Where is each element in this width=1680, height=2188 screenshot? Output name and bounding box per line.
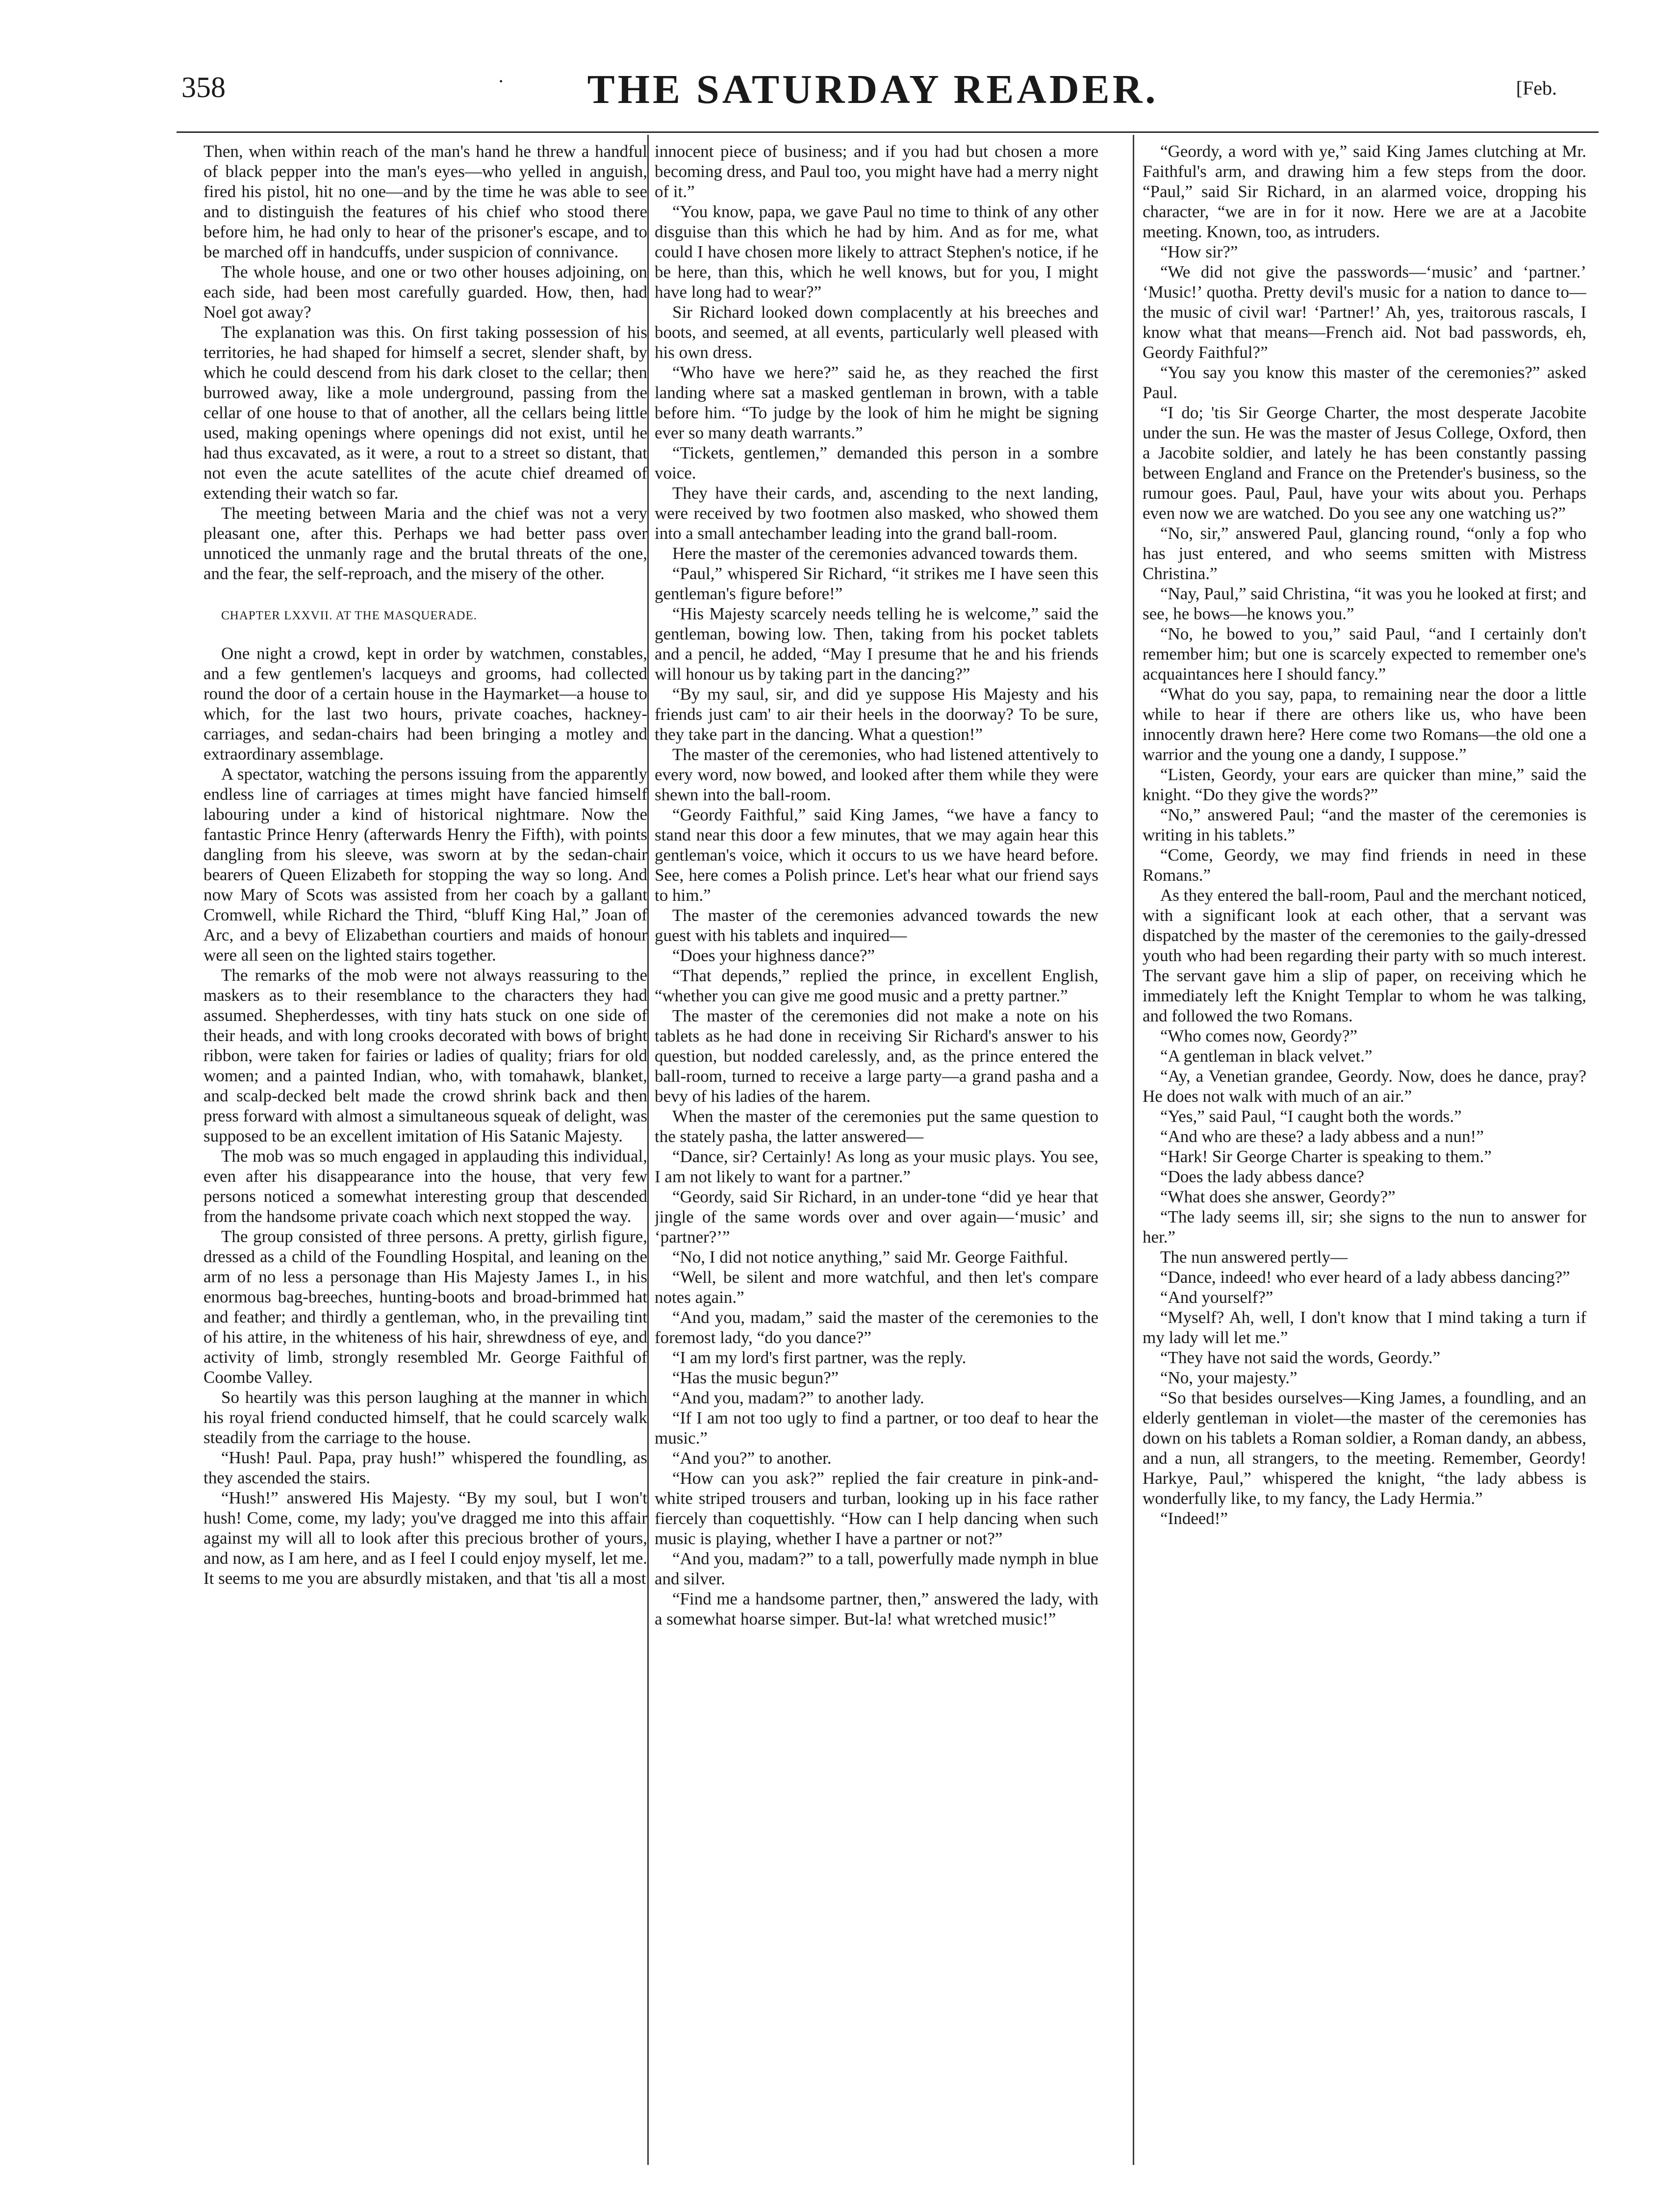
paragraph: “No, he bowed to you,” said Paul, “and I certainly don't remember him; but one is scarcely expected to remember one's acquaintances here I should fancy.” [1143,624,1586,684]
paragraph: “And who are these? a lady abbess and a nun!” [1160,1127,1484,1146]
paragraph: “No, I did not notice anything,” said Mr. George Faithful. [672,1247,1069,1267]
paragraph: The group consisted of three persons. A pretty, girlish figure, dressed as a child of the Foundling Hospital, and leaning on the arm of no less a personage than His Majesty James I., in his enormous bag-breeches, hunting-boots and broad-brimmed hat and feather; and thirdly a gentleman, who, in the prevailing tint of his attire, in the whiteness of his hair, shrewdness of eye, and activity of limb, strongly resembled Mr. George Faithful of Coombe Valley. [204,1227,647,1387]
paragraph: “Yes,” said Paul, “I caught both the words.” [1160,1107,1462,1126]
paragraph: “What does she answer, Geordy?” [1160,1187,1396,1206]
text-column-3 [1143,141,1586,2166]
chapter-heading: CHAPTER LXXVII. AT THE MASQUERADE. [221,609,477,622]
paragraph: “That depends,” replied the prince, in excellent English, “whether you can give me good music and a pretty partner.” [655,966,1098,1005]
paragraph: “Who comes now, Geordy?” [1160,1026,1358,1045]
paragraph: “And yourself?” [1160,1288,1273,1307]
paragraph: “We did not give the passwords—‘music’ and ‘partner.’ ‘Music!’ quotha. Pretty devil's music for a nation to dance to—the music of civil war! ‘Partner!’ Ah, yes, traitorous rascals, I know what that means—French aid. Not bad passwords, eh, Geordy Faithful?” [1143,262,1586,362]
page-header [177,63,1569,122]
paragraph: “How can you ask?” replied the fair creature in pink-and-white striped trousers and turban, looking up in his face rather fiercely than coquettishly. “How can I help dancing when such music is playing, whether I have a partner or not?” [655,1469,1098,1548]
paragraph: The master of the ceremonies did not make a note on his tablets as he had done in receiving Sir Richard's answer to his question, but nodded carelessly, and, as the prince entered the ball-room, turned to receive a large party—a grand pasha and a bevy of his ladies of the harem. [655,1006,1098,1106]
paragraph: “I am my lord's first partner, was the reply. [672,1348,967,1367]
paragraph: “Who have we here?” said he, as they reached the first landing where sat a masked gentleman in brown, with a table before him. “To judge by the look of him he might be signing ever so many death warrants.” [655,363,1098,442]
paragraph: “You say you know this master of the ceremonies?” asked Paul. [1143,363,1586,402]
paragraph: “Hush!” answered His Majesty. “By my soul, but I won't hush! Come, come, my lady; you've dragged me into this affair against my will all to look after this precious brother of yours, and now, as I am here, and as I feel I could enjoy myself, let me. It seems to me you are absurdly mistaken, and that 'tis all a most [204,1488,647,1588]
paragraph: “Tickets, gentlemen,” demanded this person in a sombre voice. [655,443,1098,483]
text-column-2 [655,141,1098,2166]
paragraph: “Ay, a Venetian grandee, Geordy. Now, does he dance, pray? He does not walk with much of an air.” [1143,1067,1586,1106]
header-date: [Feb. [1516,77,1557,99]
paragraph: “Find me a handsome partner, then,” answered the lady, with a somewhat hoarse simper. But-la! what wretched music!” [655,1589,1098,1628]
paragraph: “Hark! Sir George Charter is speaking to them.” [1160,1147,1492,1166]
paragraph: “Dance, sir? Certainly! As long as your music plays. You see, I am not likely to want for a partner.” [655,1147,1098,1186]
masthead-title: THE SATURDAY READER. [587,67,1159,112]
paragraph: “What do you say, papa, to remaining near the door a little while to hear if there are others like us, who have been innocently drawn here? Here come two Romans—the old one a warrior and the young one a dandy, I suppose.” [1143,685,1586,764]
paragraph: “Myself? Ah, well, I don't know that I mind taking a turn if my lady will let me.” [1143,1308,1586,1347]
paragraph: “Nay, Paul,” said Christina, “it was you he looked at first; and see, he bows—he knows you.” [1143,584,1586,623]
paragraph: “I do; 'tis Sir George Charter, the most desperate Jacobite under the sun. He was the master of Jesus College, Oxford, then a Jacobite soldier, and lately he has been constantly passing between England and France on the Pretender's business, so the rumour goes. Paul, Paul, have your wits about you. Perhaps even now we are watched. Do you see any one watching us?” [1143,403,1586,523]
header-rule [177,131,1599,133]
paragraph: “No, your majesty.” [1160,1368,1298,1387]
paragraph: “And you, madam?” to another lady. [672,1388,924,1407]
paragraph: “They have not said the words, Geordy.” [1160,1348,1441,1367]
paragraph: The explanation was this. On first taking possession of his territories, he had shaped for himself a secret, slender shaft, by which he could descend from his dark closet to the cellar; then burrowed away, like a mole underground, passing from the cellar of one house to that of another, all the cellars being little used, making openings where openings did not exist, until he had thus excavated, as it were, a rout to a street so distant, that not even the acute satellites of the acute chief dreamed of extending their watch so far. [204,323,647,503]
paragraph: The remarks of the mob were not always reassuring to the maskers as to their resemblance to the characters they had assumed. Shepherdesses, with tiny hats stuck on one side of their heads, and with long crooks decorated with bows of bright ribbon, were taken for fairies or ladies of quality; friars for old women; and a painted Indian, who, with tomahawk, blanket, and scalp-decked belt made the crowd shrink back and then press forward with almost a simultaneous squeak of delight, was supposed to be an excellent imitation of His Satanic Majesty. [204,966,647,1145]
paragraph: When the master of the ceremonies put the same question to the stately pasha, the latter answered— [655,1107,1098,1146]
paragraph: The whole house, and one or two other houses adjoining, on each side, had been most carefully guarded. How, then, had Noel got away? [204,262,647,322]
paragraph: “By my saul, sir, and did ye suppose His Majesty and his friends just cam' to air their heels in the doorway? To be sure, they take part in the dancing. What a question!” [655,685,1098,744]
paragraph: “And you?” to another. [672,1449,832,1468]
paragraph: “Has the music begun?” [672,1368,839,1387]
paragraph: “Come, Geordy, we may find friends in need in these Romans.” [1143,845,1586,885]
paragraph: A spectator, watching the persons issuing from the apparently endless line of carriages at times might have fancied himself labouring under a kind of historical nightmare. Now the fantastic Prince Henry (afterwards Henry the Fifth), with points dangling from his sleeve, was sworn at by the sedan-chair bearers of Queen Elizabeth for stopping the way so long. And now Mary of Scots was assisted from her coach by a gallant Cromwell, while Richard the Third, “bluff King Hal,” Joan of Arc, and a bevy of Elizabethan courtiers and maids of honour were all seen on the lighted stairs together. [204,764,647,965]
paragraph: “The lady seems ill, sir; she signs to the nun to answer for her.” [1143,1207,1586,1247]
paragraph: “Dance, indeed! who ever heard of a lady abbess dancing?” [1160,1268,1570,1287]
paragraph: “Listen, Geordy, your ears are quicker than mine,” said the knight. “Do they give the words?” [1143,765,1586,804]
paragraph: “And you, madam?” to a tall, powerfully made nymph in blue and silver. [655,1549,1098,1588]
paragraph: “Geordy Faithful,” said King James, “we have a fancy to stand near this door a few minutes, that we may again hear this gentleman's voice, which it occurs to us we have heard before. See, here comes a Polish prince. Let's hear what our friend says to him.” [655,805,1098,905]
paragraph: “Does your highness dance?” [672,946,875,965]
paragraph: The master of the ceremonies advanced towards the new guest with his tablets and inquired— [655,906,1098,945]
paragraph: The mob was so much engaged in applauding this individual, even after his disappearance into the house, that very few persons noticed a somewhat interesting group that descended from the handsome private coach which next stopped the way. [204,1146,647,1226]
paragraph: As they entered the ball-room, Paul and the merchant noticed, with a significant look at each other, that a servant was dispatched by the master of the ceremonies to the gaily-dressed youth who had been regarding their party with so much interest. The servant gave him a slip of paper, on receiving which he immediately left the Knight Templar to whom he was talking, and followed the two Romans. [1143,886,1586,1025]
paragraph: innocent piece of business; and if you had but chosen a more becoming dress, and Paul too, you might have had a merry night of it.” [655,142,1098,201]
paragraph: “No,” answered Paul; “and the master of the ceremonies is writing in his tablets.” [1143,805,1586,844]
column-divider [647,135,649,2165]
header-separator: · [498,70,505,92]
paragraph: “Geordy, a word with ye,” said King James clutching at Mr. Faithful's arm, and drawing him a few steps from the door. “Paul,” said Sir Richard, in an alarmed voice, dropping his character, “we are in for it now. Here we are at a Jacobite meeting. Known, too, as intruders. [1143,142,1586,241]
paragraph: “Indeed!” [1160,1509,1228,1528]
paragraph: So heartily was this person laughing at the manner in which his royal friend conducted himself, that he could scarcely walk steadily from the carriage to the house. [204,1388,647,1447]
text-column-1 [204,141,647,2166]
paragraph: “You know, papa, we gave Paul no time to think of any other disguise than this which he had by him. And as for me, what could I have chosen more likely to attract Stephen's notice, if he be here, than this, which he well knows, but for you, I might have long had to wear?” [655,202,1098,302]
paragraph: “If I am not too ugly to find a partner, or too deaf to hear the music.” [655,1408,1098,1448]
paragraph: “A gentleman in black velvet.” [1160,1046,1373,1066]
column-divider [1133,135,1134,2165]
paragraph: “Paul,” whispered Sir Richard, “it strikes me I have seen this gentleman's figure before!” [655,564,1098,603]
paragraph: The nun answered pertly— [1160,1247,1348,1267]
paragraph: “Well, be silent and more watchful, and then let's compare notes again.” [655,1268,1098,1307]
paragraph: The meeting between Maria and the chief was not a very pleasant one, after this. Perhaps we had better pass over unnoticed the unmanly rage and the brutal threats of the one, and the fear, the self-reproach, and the misery of the other. [204,504,647,583]
paragraph: Here the master of the ceremonies advanced towards them. [672,544,1078,563]
paragraph: “And you, madam,” said the master of the ceremonies to the foremost lady, “do you dance?” [655,1308,1098,1347]
paragraph: The master of the ceremonies, who had listened attentively to every word, now bowed, and looked after them while they were shewn into the ball-room. [655,745,1098,804]
paragraph: “Does the lady abbess dance? [1160,1167,1364,1186]
paragraph: “Hush! Paul. Papa, pray hush!” whispered the foundling, as they ascended the stairs. [204,1448,647,1487]
paragraph: “No, sir,” answered Paul, glancing round, “only a fop who has just entered, and who seems smitten with Mistress Christina.” [1143,524,1586,583]
paragraph: “His Majesty scarcely needs telling he is welcome,” said the gentleman, bowing low. Then, taking from his pocket tablets and a pencil, he added, “May I presume that he and his friends will honour us by taking part in the dancing?” [655,604,1098,684]
page-number: 358 [181,71,226,103]
paragraph: One night a crowd, kept in order by watchmen, constables, and a few gentlemen's lacqueys and grooms, had collected round the door of a certain house in the Haymarket—a house to which, for the last two hours, private coaches, hackney-carriages, and sedan-chairs had been bringing a motley and extraordinary assemblage. [204,644,647,763]
paragraph: Then, when within reach of the man's hand he threw a handful of black pepper into the man's eyes—who yelled in anguish, fired his pistol, hit no one—and by the time he was able to see and to distinguish the features of his chief who stood there before him, he had only to hear of the prisoner's escape, and to be marched off in handcuffs, under suspicion of connivance. [204,142,647,261]
paragraph: “Geordy, said Sir Richard, in an under-tone “did ye hear that jingle of the same words over and over again—‘music’ and ‘partner?’” [655,1187,1098,1247]
paragraph: Sir Richard looked down complacently at his breeches and boots, and seemed, at all events, particularly well pleased with his own dress. [655,303,1098,362]
paragraph: They have their cards, and, ascending to the next landing, were received by two footmen also masked, who showed them into a small antechamber leading into the grand ball-room. [655,483,1098,543]
paragraph: “How sir?” [1160,242,1238,261]
paragraph: “So that besides ourselves—King James, a foundling, and an elderly gentleman in violet—the master of the ceremonies has down on his tablets a Roman soldier, a Roman dandy, an abbess, and a nun, all strangers, to the meeting. Remember, Geordy! Harkye, Paul,” whispered the knight, “the lady abbess is wonderfully like, to my fancy, the Lady Hermia.” [1143,1388,1586,1508]
